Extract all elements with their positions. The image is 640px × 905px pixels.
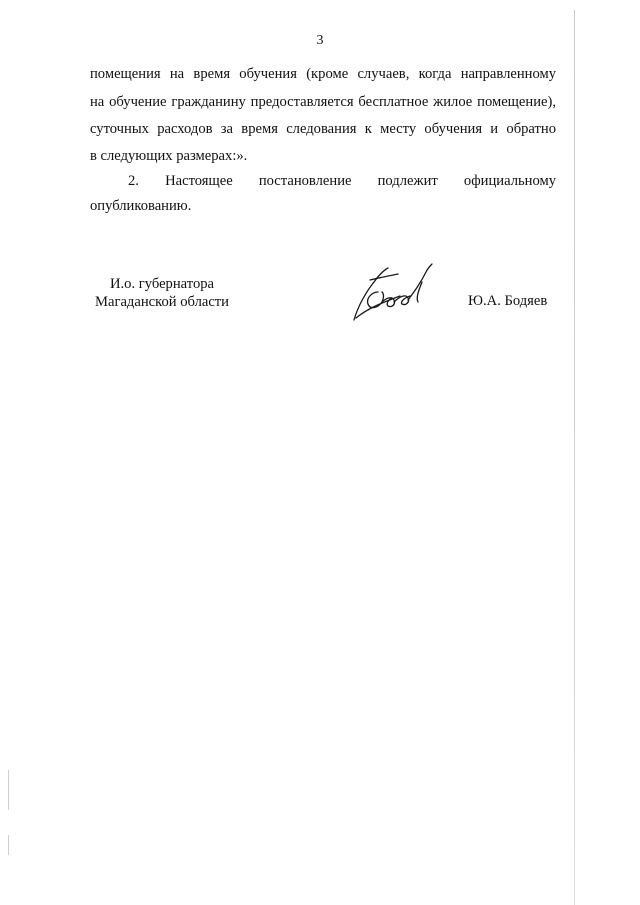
paragraph-1-line-4: в следующих размерах:». [90,148,248,164]
paragraph-1-line-3: суточных расходов за время следования к месту обучения и обратно [90,121,556,137]
signatory-title-line-2: Магаданской области [95,294,229,310]
signatory-title-line-1: И.о. губернатора [109,276,215,292]
paragraph-1-line-1: помещения на время обучения (кроме случаев, когда направленному [90,66,556,82]
paragraph-1-line-2: на обучение гражданину предоставляется бесплатное жилое помещение), [90,94,556,110]
scan-edge-line [574,10,575,905]
page-number: 3 [316,33,324,48]
paragraph-2-line-1: 2. Настоящее постановление подлежит официальному [128,173,556,189]
signatory-name: Ю.А. Бодяев [468,293,548,309]
paragraph-2-line-2: опубликованию. [90,198,192,214]
handwritten-signature [348,262,438,324]
scan-edge-mark [8,770,9,810]
scan-edge-mark [8,835,9,855]
